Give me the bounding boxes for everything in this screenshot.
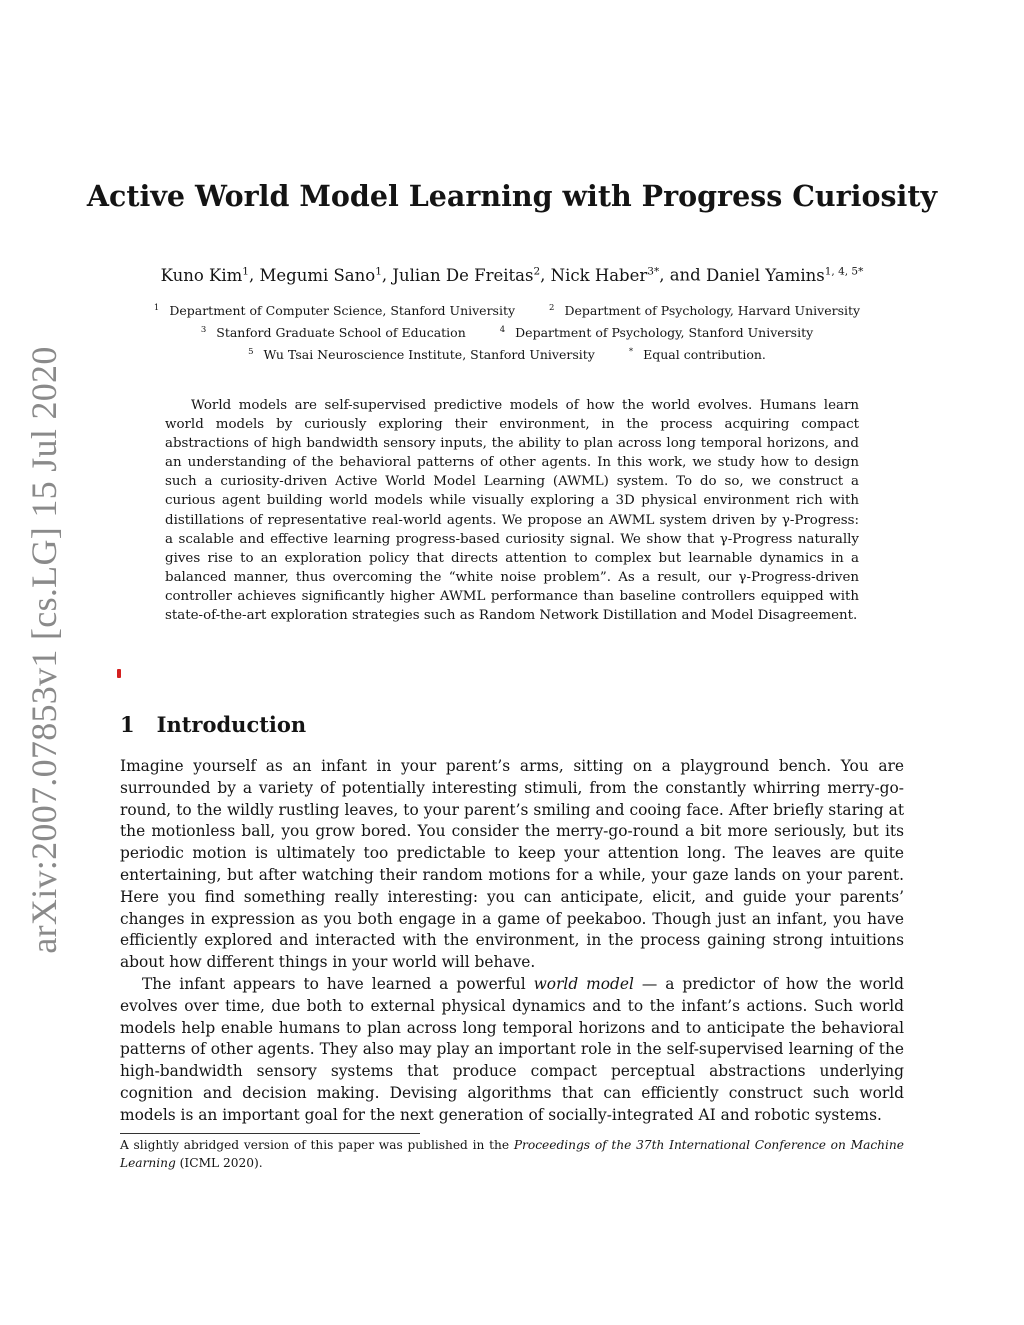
author: Julian De Freitas$^2$ [392, 265, 541, 285]
affiliation: $^2$ Department of Psychology, Harvard University [549, 303, 861, 319]
paragraph: Imagine yourself as an infant in your parent’s arms, sitting on a playground bench. You are surrounded by a variety of potentially interesting stimuli, from the constantly whirring merry-go-round, to the wildly rustling leaves, to your parent’s smiling and cooing face. After briefly staring at the motionless ball, you grow bored. You consider the merry-go-round a bit more seriously, but its periodic motion is ultimately too predictable to keep your attention long. The leaves are quite entertaining, but after watching their random motions for a while, your gaze lands on your parent. Here you find something really interesting: you can anticipate, elicit, and guide your parents’ changes in expression as you both engage in a game of peekaboo. Though just an infant, you have efficiently explored and interacted with the environment, in the process gaining strong intuitions about how different things in your world will behave. [120, 757, 904, 972]
author: Megumi Sano$^1$ [259, 265, 382, 285]
author: Kuno Kim$^1$ [160, 265, 249, 285]
affiliations [0, 299, 1024, 364]
affiliation: $^1$ Department of Computer Science, Stanford University [153, 303, 516, 319]
author: Nick Haber$^{3*}$ [550, 265, 660, 285]
footnote-divider [120, 1133, 420, 1134]
affiliation: $^5$ Wu Tsai Neuroscience Institute, Stanford University [248, 346, 595, 362]
arxiv-id: arXiv:2007.07853v1 [cs.LG] 15 Jul 2020 [24, 346, 64, 954]
section-title: Introduction [156, 712, 307, 737]
paragraph: The infant appears to have learned a powerful world model — a predictor of how the world evolves over time, due both to external physical dynamics and to the infant’s actions. Such world models help enable humans to plan across long temporal horizons and to anticipate the behavioral patterns of other agents. They also may play an important role in the self-supervised learning of the high-bandwidth sensory systems that produce compact perceptual abstractions underlying cognition and decision making. Devising algorithms that can efficiently construct such world models is an important goal for the next generation of socially-integrated AI and robotic systems. [120, 974, 904, 1124]
affiliation: $^3$ Stanford Graduate School of Education [200, 324, 466, 340]
footnote: A slightly abridged version of this paper was published in the Proceedings of the 37th International Conference on Machine Learning (ICML 2020). [120, 1138, 904, 1170]
author: Daniel Yamins$^{1, 4, 5*}$ [705, 265, 864, 285]
section-number: 1 [120, 712, 135, 737]
annotation-marker [117, 669, 121, 678]
affiliation: $^4$ Department of Psychology, Stanford University [499, 324, 814, 340]
section-heading [120, 708, 306, 742]
equal-contribution-note: * Equal contribution. [628, 346, 766, 362]
emphasis: world model [533, 974, 634, 993]
introduction-body [120, 756, 904, 1127]
author-list: Kuno Kim$^1$, Megumi Sano$^1$, Julian De Freitas$^2$, Nick Haber$^{3*}$, and Daniel Yamins$^{1, 4, 5*}$ [160, 265, 864, 285]
paper-title: Active World Model Learning with Progress Curiosity [86, 179, 938, 213]
venue-name: Proceedings of the 37th International Conference on Machine Learning [120, 1138, 904, 1170]
abstract: World models are self-supervised predictive models of how the world evolves. Humans learn world models by curiously exploring their environment, in the process acquiring compact abstractions of high bandwidth sensory inputs, the ability to plan across long temporal horizons, and an understanding of the behavioral patterns of other agents. In this work, we study how to design such a curiosity-driven Active World Model Learning (AWML) system. To do so, we construct a curious agent building world models while visually exploring a 3D physical environment rich with distillations of representative real-world agents. We propose an AWML system driven by γ-Progress: a scalable and effective learning progress-based curiosity signal. We show that γ-Progress naturally gives rise to an exploration policy that directs attention to complex but learnable dynamics in a balanced manner, thus overcoming the “white noise problem”. As a result, our γ-Progress-driven controller achieves significantly higher AWML performance than baseline controllers equipped with state-of-the-art exploration strategies such as Random Network Distillation and Model Disagreement. [165, 398, 859, 624]
